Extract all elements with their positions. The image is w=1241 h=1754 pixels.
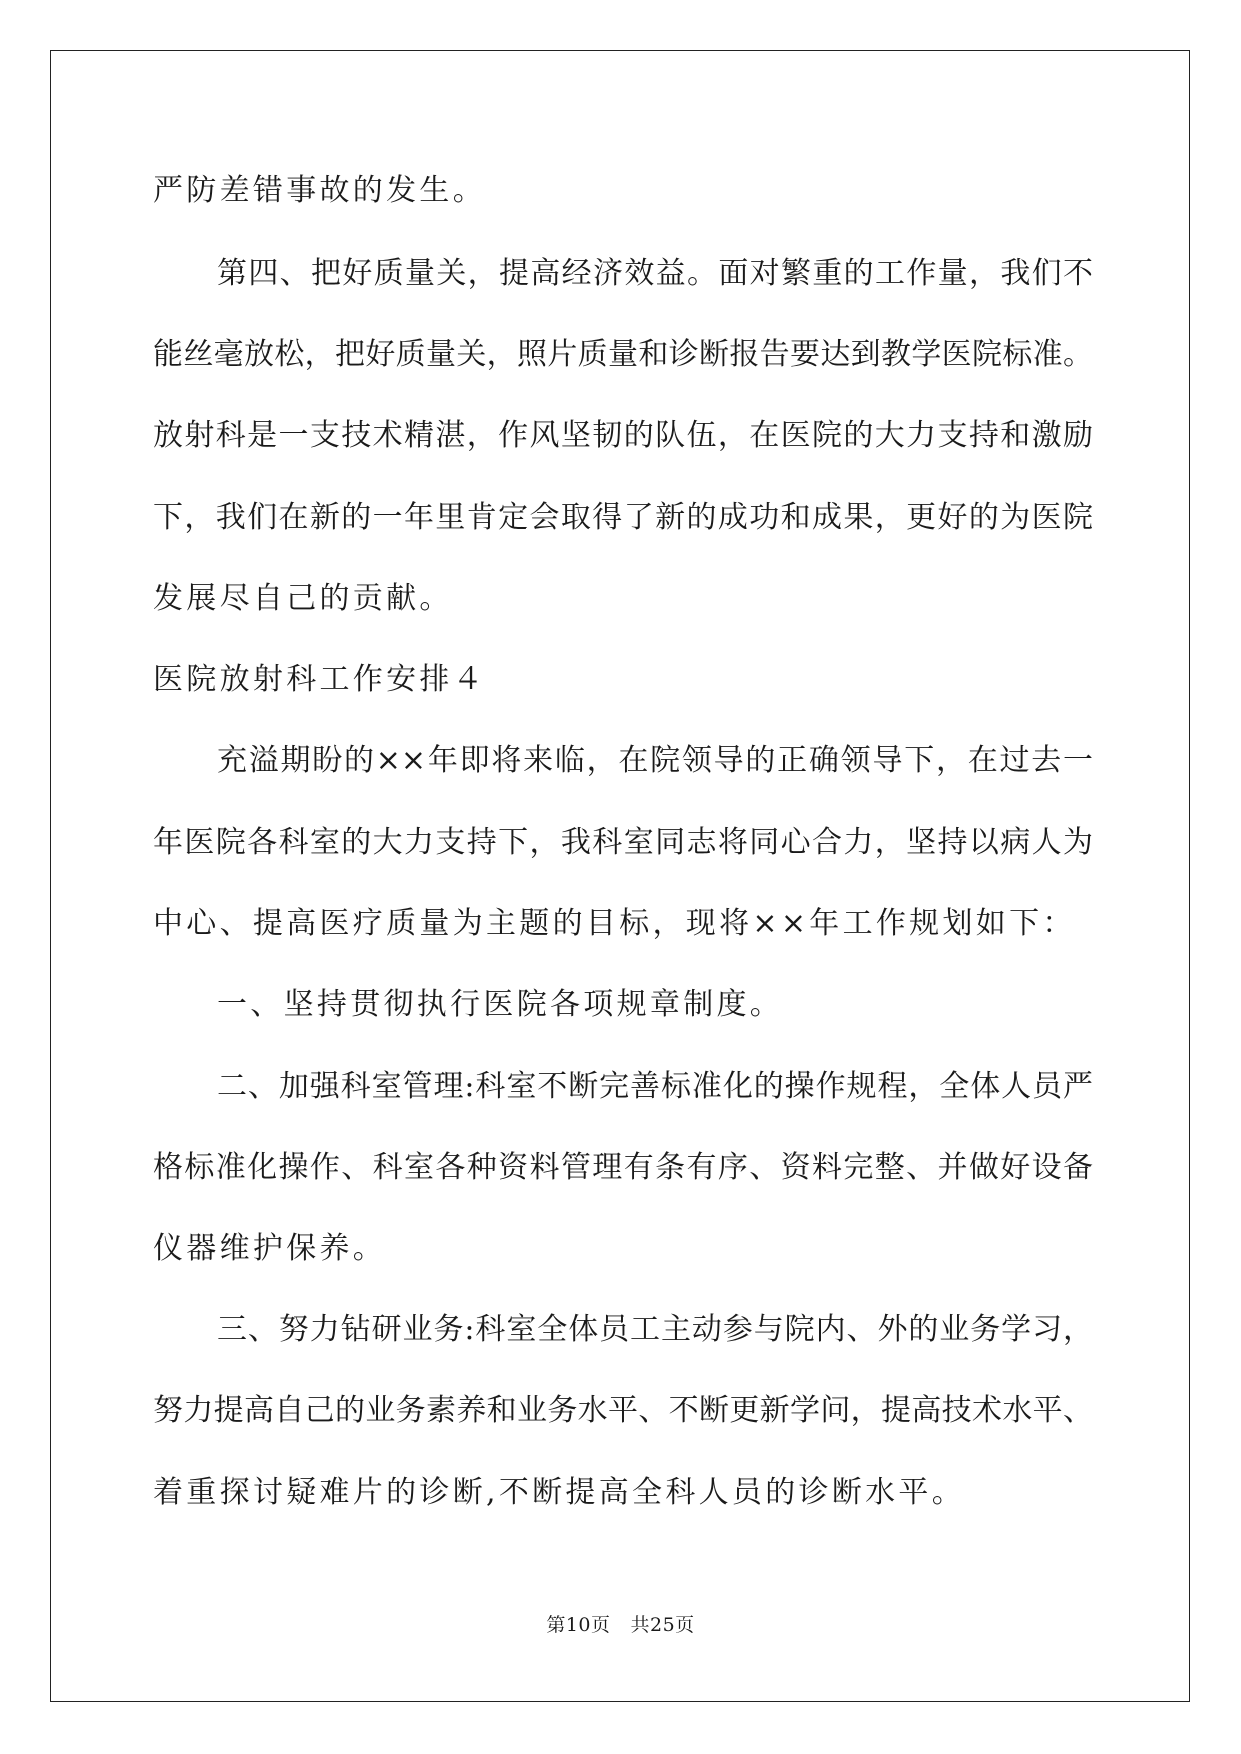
paragraph-line: 中心、提高医疗质量为主题的目标，现将××年工作规划如下： bbox=[153, 906, 1076, 941]
paragraph-line: 三、努力钻研业务:科室全体员工主动参与院内、外的业务学习， bbox=[217, 1312, 1093, 1347]
paragraph-line: 能丝毫放松，把好质量关，照片质量和诊断报告要达到教学医院标准。 bbox=[153, 337, 1093, 372]
page-total: 共25页 bbox=[630, 1614, 695, 1636]
paragraph-line: 严防差错事故的发生。 bbox=[153, 173, 486, 208]
paragraph-line: 格标准化操作、科室各种资料管理有条有序、资料完整、并做好设备 bbox=[153, 1150, 1093, 1185]
paragraph-line: 第四、把好质量关，提高经济效益。面对繁重的工作量，我们不 bbox=[217, 256, 1093, 291]
paragraph-line: 努力提高自己的业务素养和业务水平、不断更新学问，提高技术水平、 bbox=[153, 1393, 1093, 1428]
page-footer bbox=[0, 1613, 1241, 1637]
section-heading: 医院放射科工作安排４ bbox=[153, 662, 486, 697]
paragraph-line: 年医院各科室的大力支持下，我科室同志将同心合力，坚持以病人为 bbox=[153, 825, 1093, 860]
paragraph-line: 仪器维护保养。 bbox=[153, 1231, 387, 1266]
paragraph-line: 着重探讨疑难片的诊断,不断提高全科人员的诊断水平。 bbox=[153, 1475, 966, 1510]
paragraph-line: 发展尽自己的贡献。 bbox=[153, 581, 453, 616]
page-number: 第10页 bbox=[546, 1614, 611, 1636]
paragraph-line: 放射科是一支技术精湛，作风坚韧的队伍，在医院的大力支持和激励 bbox=[153, 418, 1093, 453]
page-border bbox=[50, 50, 1190, 1702]
paragraph-line: 一、坚持贯彻执行医院各项规章制度。 bbox=[217, 987, 784, 1022]
paragraph-line: 二、加强科室管理:科室不断完善标准化的操作规程，全体人员严 bbox=[217, 1069, 1093, 1104]
paragraph-line: 下，我们在新的一年里肯定会取得了新的成功和成果，更好的为医院 bbox=[153, 500, 1093, 535]
paragraph-line: 充溢期盼的××年即将来临，在院领导的正确领导下，在过去一 bbox=[217, 743, 1093, 778]
